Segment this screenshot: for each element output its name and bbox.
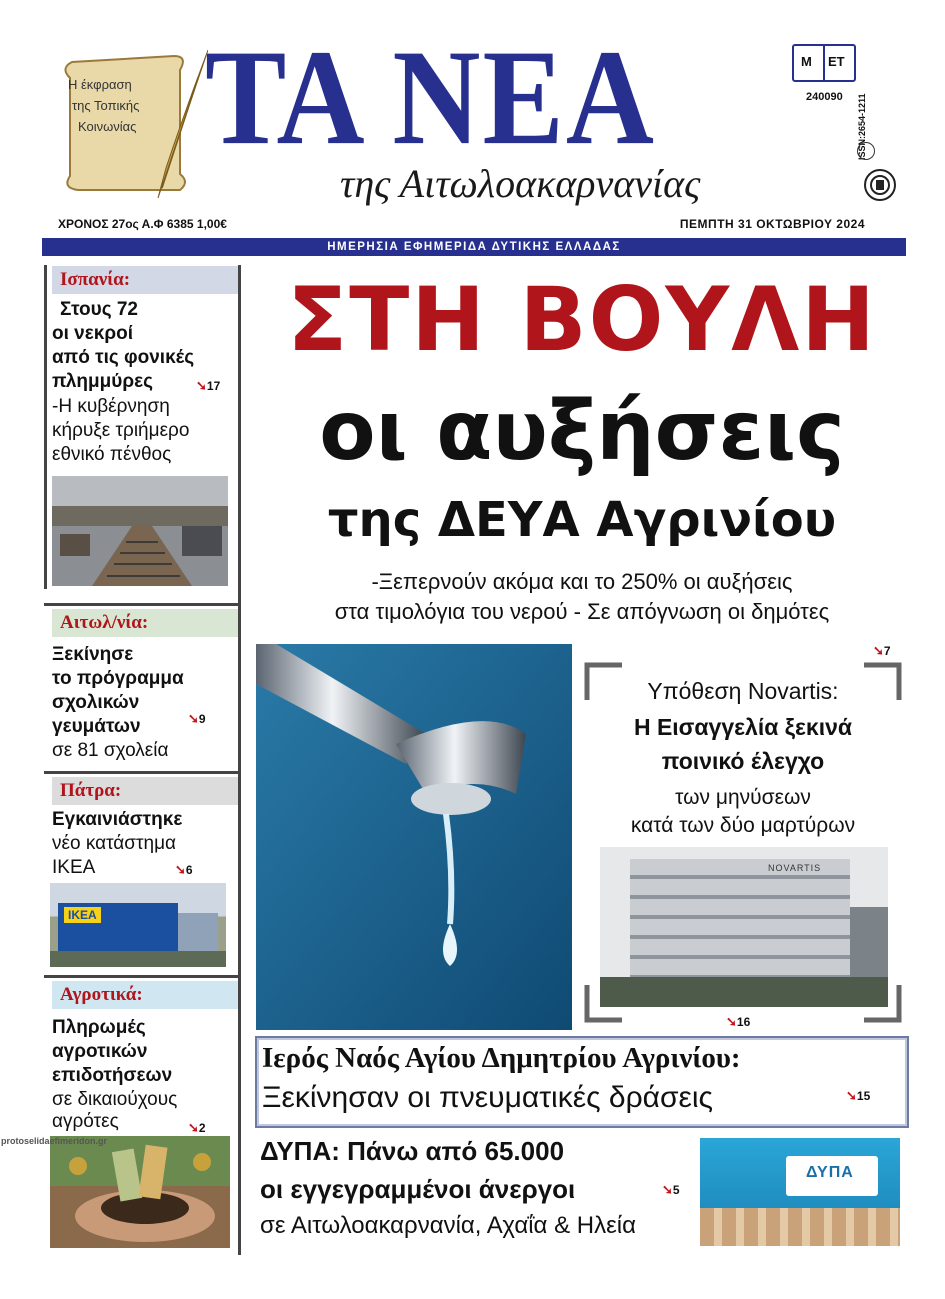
page-ref-aitolia [188, 711, 206, 727]
agro-headline [52, 1016, 172, 1088]
section-label-aitolia: Αιτωλ/νία: [52, 609, 238, 637]
page-ref-main [873, 643, 891, 659]
spain-line-2: οι νεκροί [52, 323, 133, 344]
newspaper-title: ΤΑ ΝΕΑ [205, 22, 656, 174]
issn-text: ISSN:2654-1211 [857, 93, 867, 160]
ikea-photo [50, 883, 226, 967]
main-headline-2: οι αυξήσεις [319, 384, 845, 479]
patra-line-2: νέο κατάστημα [52, 833, 177, 854]
column-divider [238, 265, 241, 1255]
money-soil-photo [50, 1136, 230, 1248]
watermark: protoselidaefimeridon.gr [1, 1136, 108, 1146]
novartis-headline [590, 710, 896, 778]
newspaper-subtitle: της Αιτωλοακαρνανίας [340, 161, 701, 206]
met-badge-right: ΕΤ [828, 54, 845, 69]
section-divider [44, 603, 240, 606]
main-headline-3: της ΔΕΥΑ Αγρινίου [327, 492, 837, 548]
red-arrow-icon: ➘ [188, 1120, 199, 1135]
main-sub-line-1: -Ξεπερνούν ακόμα και το 250% οι αυξήσεις [371, 569, 793, 594]
daily-banner: ΗΜΕΡΗΣΙΑ ΕΦΗΜΕΡΙΔΑ ΔΥΤΙΚΗΣ ΕΛΛΑΔΑΣ [42, 238, 906, 256]
agro-line-4: σε δικαιούχους [52, 1089, 178, 1110]
page-ref-patra [175, 862, 193, 878]
aitolia-line-3: σχολικών [52, 692, 140, 713]
page-ref-number: 15 [856, 1089, 871, 1103]
page-ref-number: 16 [736, 1015, 751, 1029]
page-ref-number: 17 [206, 379, 221, 393]
ikea-sign: IKEA [64, 907, 101, 923]
met-badge [792, 44, 856, 84]
dypa-headline-1: ΔΥΠΑ: Πάνω από 65.000 [260, 1136, 565, 1166]
page-ref-spain [196, 378, 220, 394]
tagline-line-2: της Τοπικής [72, 98, 140, 113]
novartis-line-3: ποινικό έλεγχο [661, 748, 825, 774]
novartis-line-2: Η Εισαγγελία ξεκινά [633, 714, 853, 740]
water-tap-photo [256, 644, 572, 1030]
novartis-sub [590, 784, 896, 840]
section-label-agro: Αγροτικά: [52, 981, 238, 1009]
spain-line-3: από τις φονικές [52, 347, 195, 368]
section-label-spain: Ισπανία: [52, 266, 238, 294]
page-ref-number: 9 [198, 712, 206, 726]
red-arrow-icon: ➘ [846, 1088, 857, 1103]
aitolia-last-line: σε 81 σχολεία [52, 740, 169, 761]
ena-icon [857, 142, 875, 160]
aitolia-line-2: το πρόγραμμα [52, 668, 184, 689]
spain-more-2: κήρυξε τριήμερο [52, 420, 190, 441]
page-ref-novartis [726, 1014, 750, 1030]
main-subheadline [262, 567, 902, 627]
section-label-patra: Πάτρα: [52, 777, 238, 805]
spain-line-1: Στους 72 [60, 299, 138, 320]
red-arrow-icon: ➘ [188, 711, 199, 726]
red-arrow-icon: ➘ [196, 378, 207, 393]
agro-line-1: Πληρωμές [52, 1017, 146, 1038]
spain-more-3: εθνικό πένθος [52, 444, 172, 465]
section-divider [44, 771, 240, 774]
novartis-building-photo [600, 847, 888, 1007]
section-divider [44, 975, 240, 978]
red-arrow-icon: ➘ [726, 1014, 737, 1029]
red-arrow-icon: ➘ [175, 862, 186, 877]
red-arrow-icon: ➘ [662, 1182, 673, 1197]
spain-headline [52, 298, 194, 394]
novartis-line-1: Υπόθεση Novartis: [647, 678, 839, 704]
aitolia-headline [52, 643, 184, 739]
page-ref-number: 7 [883, 644, 891, 658]
tagline-line-3: Κοινωνίας [78, 119, 137, 134]
agro-line-3: επιδοτήσεων [52, 1065, 173, 1086]
page-ref-agro [188, 1120, 206, 1136]
main-headline-1: ΣΤΗ ΒΟΥΛΗ [287, 268, 877, 371]
novartis-line-5: κατά των δύο μαρτύρων [630, 814, 856, 837]
tagline [68, 74, 178, 137]
agro-line-5: αγρότες [52, 1111, 119, 1132]
church-subheadline: Ξεκίνησαν οι πνευματικές δράσεις [262, 1081, 714, 1114]
main-sub-line-2: στα τιμολόγια του νερού - Σε απόγνωση οι δημότες [334, 599, 830, 624]
dypa-subline: σε Αιτωλοακαρνανία, Αχαΐα & Ηλεία [260, 1212, 636, 1239]
church-headline: Ιερός Ναός Αγίου Δημητρίου Αγρινίου: [262, 1042, 741, 1074]
novartis-sign: NOVARTIS [768, 863, 822, 873]
publication-code: 240090 [806, 91, 843, 103]
page-ref-number: 2 [198, 1121, 206, 1135]
met-badge-left: Μ [801, 54, 812, 69]
issue-date: ΠΕΜΠΤΗ 31 ΟΚΤΩΒΡΙΟΥ 2024 [679, 217, 865, 231]
patra-line-3: IKEA [52, 857, 96, 878]
dypa-photo [700, 1138, 900, 1246]
agro-line-2: αγροτικών [52, 1041, 148, 1062]
spain-line-4: πλημμύρες [52, 371, 153, 392]
dypa-logo-text: ΔΥΠΑ [806, 1164, 854, 1181]
issue-info: ΧΡΟΝΟΣ 27ος Α.Φ 6385 1,00€ [58, 217, 227, 231]
page-ref-dypa [662, 1182, 680, 1198]
spain-subtext [52, 395, 189, 467]
flood-photo [52, 476, 228, 586]
spain-more-1: -Η κυβέρνηση [52, 396, 170, 417]
page-ref-number: 6 [185, 863, 193, 877]
dypa-headline-2: οι εγγεγραμμένοι άνεργοι [260, 1174, 576, 1204]
column-divider [44, 265, 47, 589]
patra-line-1: Εγκαινιάστηκε [52, 809, 183, 830]
association-seal-icon [863, 168, 897, 202]
novartis-line-4: των μηνύσεων [675, 786, 811, 809]
aitolia-line-1: Ξεκίνησε [52, 644, 134, 665]
page-ref-number: 5 [672, 1183, 680, 1197]
aitolia-line-4: γευμάτων [52, 716, 141, 737]
page-ref-church [846, 1088, 870, 1104]
tagline-line-1: Η έκφραση [68, 77, 132, 92]
red-arrow-icon: ➘ [873, 643, 884, 658]
